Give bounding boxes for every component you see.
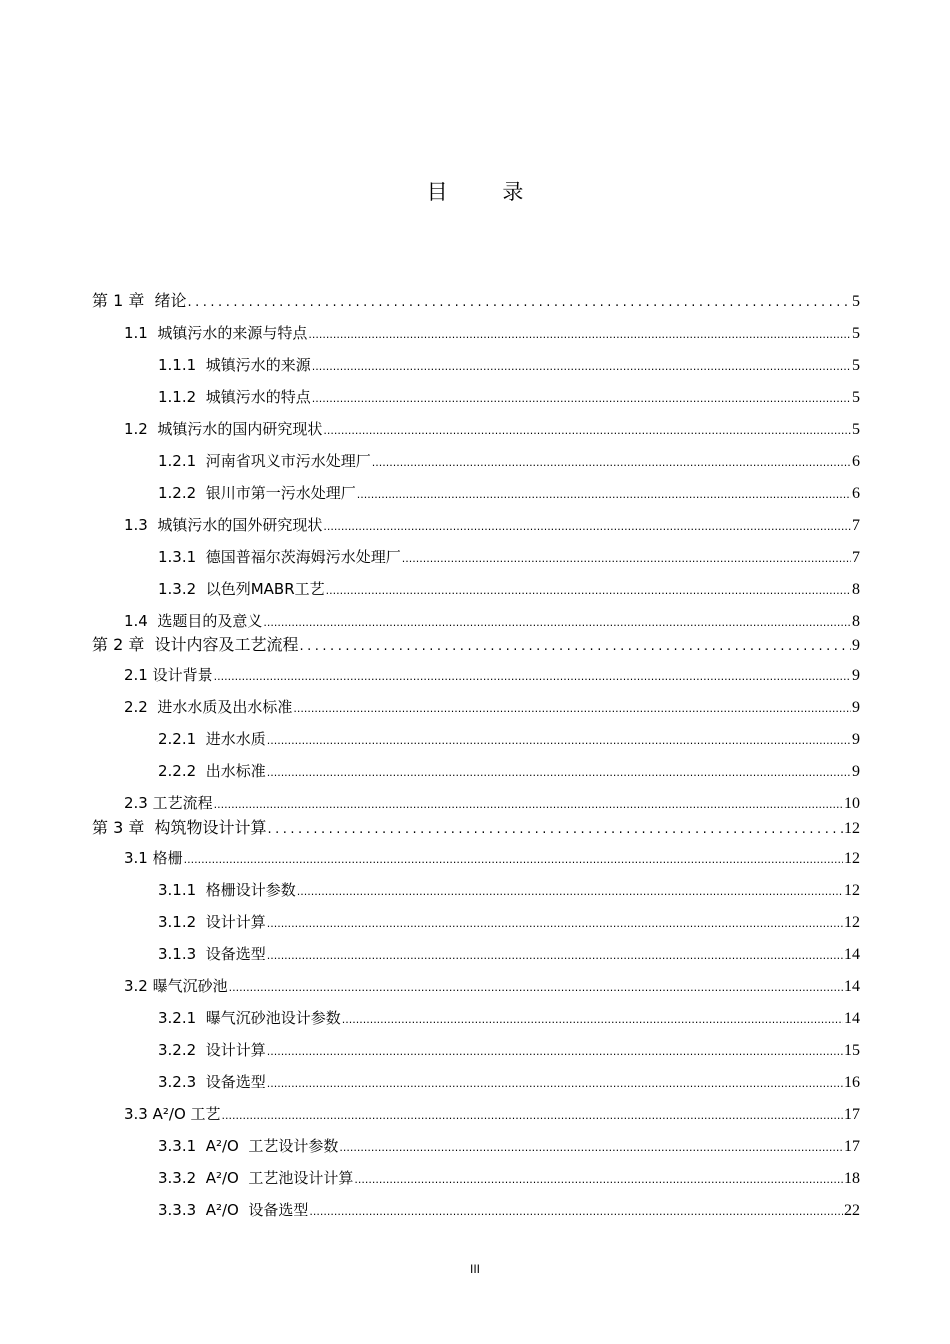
toc-entry-label: 2.1 设计背景 [124, 666, 213, 684]
toc-entry-label: 3.1.2 设计计算 [158, 913, 266, 931]
toc-subsection-entry[interactable] [158, 1039, 860, 1061]
toc-entry-page-number: 6 [852, 453, 860, 470]
dot-leader [308, 324, 851, 346]
dot-leader [188, 292, 851, 314]
toc-entry-page-number: 8 [852, 581, 860, 598]
dot-leader [342, 1009, 843, 1031]
toc-entry-page-number: 12 [844, 850, 860, 867]
toc-entry-page-number: 5 [852, 389, 860, 406]
toc-entry-label: 3.2.3 设备选型 [158, 1073, 266, 1091]
toc-entry-page-number: 7 [852, 549, 860, 566]
toc-subsection-entry[interactable] [158, 943, 860, 965]
toc-section-entry[interactable] [124, 1103, 860, 1125]
toc-entry-page-number: 8 [852, 613, 860, 630]
toc-entry-label: 3.2 曝气沉砂池 [124, 977, 228, 995]
dot-leader [214, 666, 851, 688]
dot-leader [354, 1169, 843, 1191]
toc-section-entry[interactable] [124, 664, 860, 686]
toc-entry-page-number: 15 [844, 1042, 860, 1059]
dot-leader [268, 819, 843, 841]
toc-entry-label: 第 2 章 设计内容及工艺流程 [92, 635, 299, 654]
toc-entry-page-number: 12 [844, 914, 860, 931]
toc-section-entry[interactable] [124, 418, 860, 440]
toc-section-entry[interactable] [124, 610, 860, 632]
dot-leader [357, 484, 851, 506]
dot-leader [312, 356, 851, 378]
toc-subsection-entry[interactable] [158, 1007, 860, 1029]
toc-subsection-entry[interactable] [158, 546, 860, 568]
dot-leader [293, 698, 851, 720]
toc-entry-label: 1.3.2 以色列MABR工艺 [158, 580, 325, 598]
toc-entry-page-number: 18 [844, 1170, 860, 1187]
toc-entry-label: 1.4 选题目的及意义 [124, 612, 263, 630]
toc-chapter-entry[interactable] [92, 634, 860, 656]
toc-subsection-entry[interactable] [158, 911, 860, 933]
dot-leader [309, 1201, 843, 1223]
toc-subsection-entry[interactable] [158, 578, 860, 600]
dot-leader [326, 580, 851, 602]
dot-leader [323, 420, 851, 442]
toc-entry-page-number: 22 [844, 1202, 860, 1219]
toc-entry-label: 3.3.3 A²/O 设备选型 [158, 1201, 309, 1219]
toc-subsection-entry[interactable] [158, 728, 860, 750]
toc-entry-page-number: 17 [844, 1106, 860, 1123]
toc-entry-label: 3.1 格栅 [124, 849, 183, 867]
dot-leader [222, 1105, 843, 1127]
dot-leader [184, 849, 843, 871]
toc-entry-label: 1.2.2 银川市第一污水处理厂 [158, 484, 356, 502]
dot-leader [297, 881, 843, 903]
toc-entry-label: 1.1.2 城镇污水的特点 [158, 388, 311, 406]
toc-subsection-entry[interactable] [158, 354, 860, 376]
toc-subsection-entry[interactable] [158, 1071, 860, 1093]
toc-entry-label: 1.2.1 河南省巩义市污水处理厂 [158, 452, 371, 470]
dot-leader [267, 945, 843, 967]
toc-entry-label: 1.3 城镇污水的国外研究现状 [124, 516, 323, 534]
dot-leader [229, 977, 843, 999]
toc-entry-label: 2.3 工艺流程 [124, 794, 213, 812]
toc-entry-page-number: 6 [852, 485, 860, 502]
dot-leader [402, 548, 851, 570]
dot-leader [267, 1073, 843, 1095]
toc-entry-page-number: 9 [852, 667, 860, 684]
toc-entry-page-number: 5 [852, 325, 860, 342]
dot-leader [267, 762, 851, 784]
dot-leader [300, 636, 851, 658]
toc-entry-page-number: 5 [852, 421, 860, 438]
dot-leader [312, 388, 851, 410]
toc-subsection-entry[interactable] [158, 482, 860, 504]
toc-entry-label: 1.1.1 城镇污水的来源 [158, 356, 311, 374]
toc-entry-label: 2.2.1 进水水质 [158, 730, 266, 748]
dot-leader [339, 1137, 843, 1159]
toc-entry-page-number: 5 [852, 293, 860, 310]
toc-entry-page-number: 14 [844, 978, 860, 995]
toc-section-entry[interactable] [124, 975, 860, 997]
dot-leader [323, 516, 851, 538]
dot-leader [214, 794, 843, 816]
toc-section-entry[interactable] [124, 847, 860, 869]
toc-chapter-entry[interactable] [92, 817, 860, 839]
toc-subsection-entry[interactable] [158, 879, 860, 901]
toc-entry-page-number: 9 [852, 763, 860, 780]
toc-entry-label: 1.1 城镇污水的来源与特点 [124, 324, 308, 342]
toc-section-entry[interactable] [124, 792, 860, 814]
toc-entry-page-number: 9 [852, 731, 860, 748]
toc-subsection-entry[interactable] [158, 386, 860, 408]
toc-entry-page-number: 14 [844, 946, 860, 963]
toc-entry-label: 1.3.1 德国普福尔茨海姆污水处理厂 [158, 548, 401, 566]
toc-entry-page-number: 9 [852, 637, 860, 654]
dot-leader [267, 913, 843, 935]
toc-entry-label: 3.1.1 格栅设计参数 [158, 881, 296, 899]
toc-subsection-entry[interactable] [158, 760, 860, 782]
toc-entry-label: 3.3 A²/O 工艺 [124, 1105, 221, 1123]
toc-subsection-entry[interactable] [158, 450, 860, 472]
toc-entry-label: 第 1 章 绪论 [92, 291, 187, 310]
toc-entry-label: 第 3 章 构筑物设计计算 [92, 818, 267, 837]
toc-entry-page-number: 9 [852, 699, 860, 716]
toc-entry-label: 3.3.2 A²/O 工艺池设计计算 [158, 1169, 354, 1187]
toc-entry-page-number: 12 [844, 882, 860, 899]
toc-entry-label: 3.2.1 曝气沉砂池设计参数 [158, 1009, 341, 1027]
toc-section-entry[interactable] [124, 696, 860, 718]
toc-entry-label: 1.2 城镇污水的国内研究现状 [124, 420, 323, 438]
toc-entry-page-number: 10 [844, 795, 860, 812]
toc-subsection-entry[interactable] [158, 1135, 860, 1157]
dot-leader [372, 452, 851, 474]
toc-chapter-entry[interactable] [92, 290, 860, 312]
toc-section-entry[interactable] [124, 322, 860, 344]
toc-entry-label: 3.3.1 A²/O 工艺设计参数 [158, 1137, 339, 1155]
toc-entry-label: 2.2.2 出水标准 [158, 762, 266, 780]
toc-entry-page-number: 17 [844, 1138, 860, 1155]
toc-entry-label: 2.2 进水水质及出水标准 [124, 698, 293, 716]
page-number-footer: III [469, 1262, 480, 1276]
toc-entry-page-number: 14 [844, 1010, 860, 1027]
dot-leader [263, 612, 851, 634]
dot-leader [267, 730, 851, 752]
toc-subsection-entry[interactable] [158, 1199, 860, 1221]
toc-entry-page-number: 12 [844, 820, 860, 837]
dot-leader [267, 1041, 843, 1063]
toc-entry-label: 3.1.3 设备选型 [158, 945, 266, 963]
toc-section-entry[interactable] [124, 514, 860, 536]
toc-entry-page-number: 5 [852, 357, 860, 374]
toc-entry-label: 3.2.2 设计计算 [158, 1041, 266, 1059]
toc-title: 目 录 [426, 180, 548, 204]
toc-entry-page-number: 7 [852, 517, 860, 534]
toc-subsection-entry[interactable] [158, 1167, 860, 1189]
toc-entry-page-number: 16 [844, 1074, 860, 1091]
